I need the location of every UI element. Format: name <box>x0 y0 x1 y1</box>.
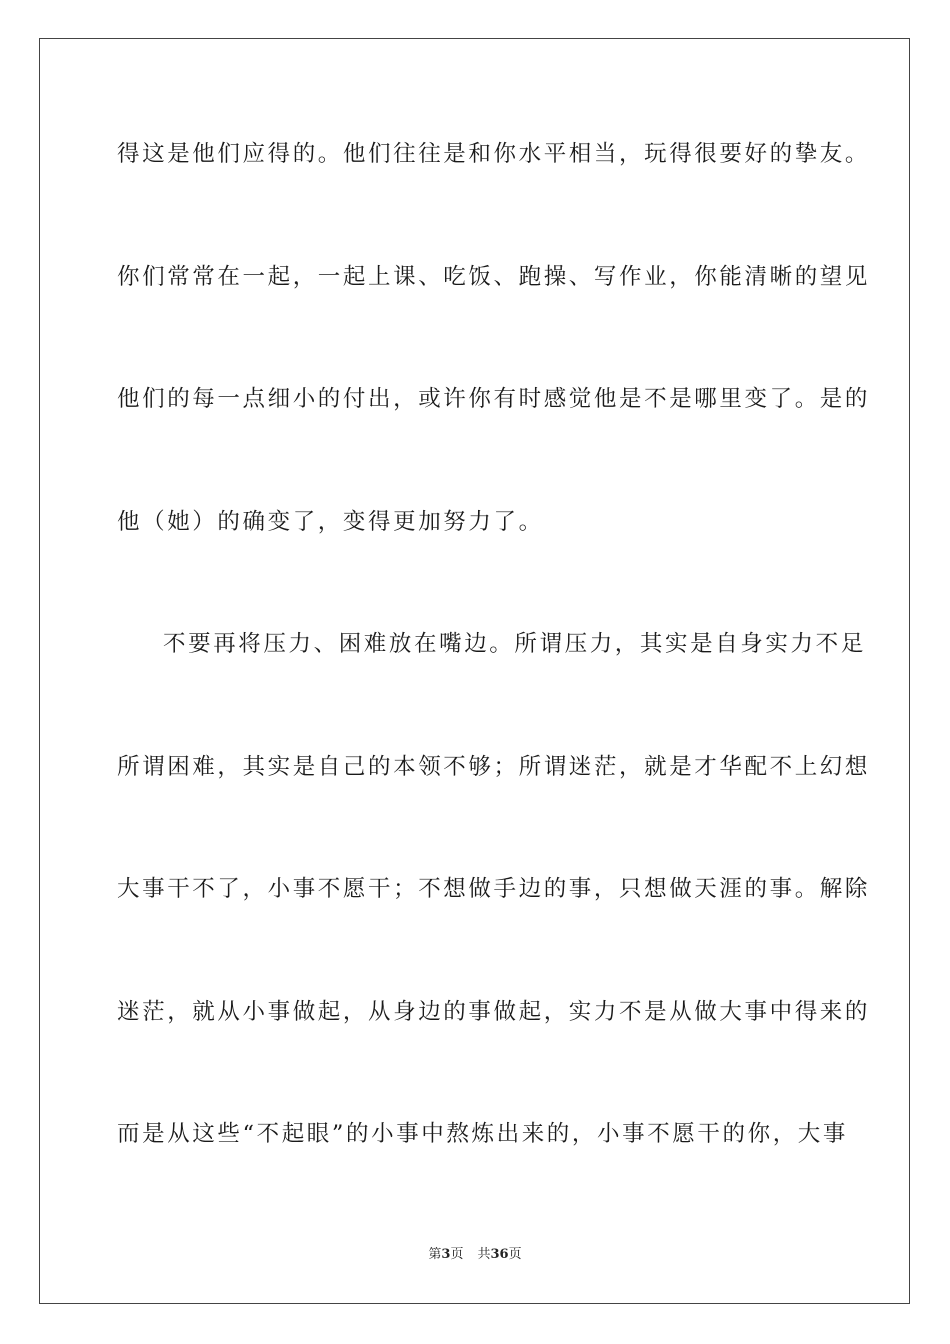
page-number: 3 <box>441 1247 451 1262</box>
page-suffix: 页 <box>450 1247 464 1262</box>
page-footer <box>0 1247 950 1263</box>
text-line: 所谓困难，其实是自己的本领不够；所谓迷茫，就是才华配不上幻想 <box>117 753 871 780</box>
page-prefix: 第 <box>428 1247 442 1262</box>
text-line: 他（她）的确变了，变得更加努力了。 <box>117 508 544 535</box>
total-suffix: 页 <box>508 1247 522 1262</box>
total-pages: 36 <box>490 1247 509 1262</box>
text-line: 迷茫，就从小事做起，从身边的事做起，实力不是从做大事中得来的 <box>117 998 871 1025</box>
text-line: 得这是他们应得的。他们往往是和你水平相当，玩得很要好的挚友。 <box>117 141 871 167</box>
document-body <box>117 130 871 1233</box>
total-prefix: 共 <box>477 1247 491 1262</box>
text-line: 大事干不了，小事不愿干；不想做手边的事，只想做天涯的事。解除 <box>117 876 871 902</box>
paragraph-first-line: 不要再将压力、困难放在嘴边。所谓压力，其实是自身实力不足 <box>163 631 866 657</box>
text-line: 而是从这些“不起眼”的小事中熬炼出来的，小事不愿干的你，大事 <box>117 1121 849 1147</box>
text-line: 他们的每一点细小的付出，或许你有时感觉他是不是哪里变了。是的 <box>117 386 871 412</box>
text-line: 你们常常在一起，一起上课、吃饭、跑操、写作业，你能清晰的望见 <box>117 263 871 290</box>
